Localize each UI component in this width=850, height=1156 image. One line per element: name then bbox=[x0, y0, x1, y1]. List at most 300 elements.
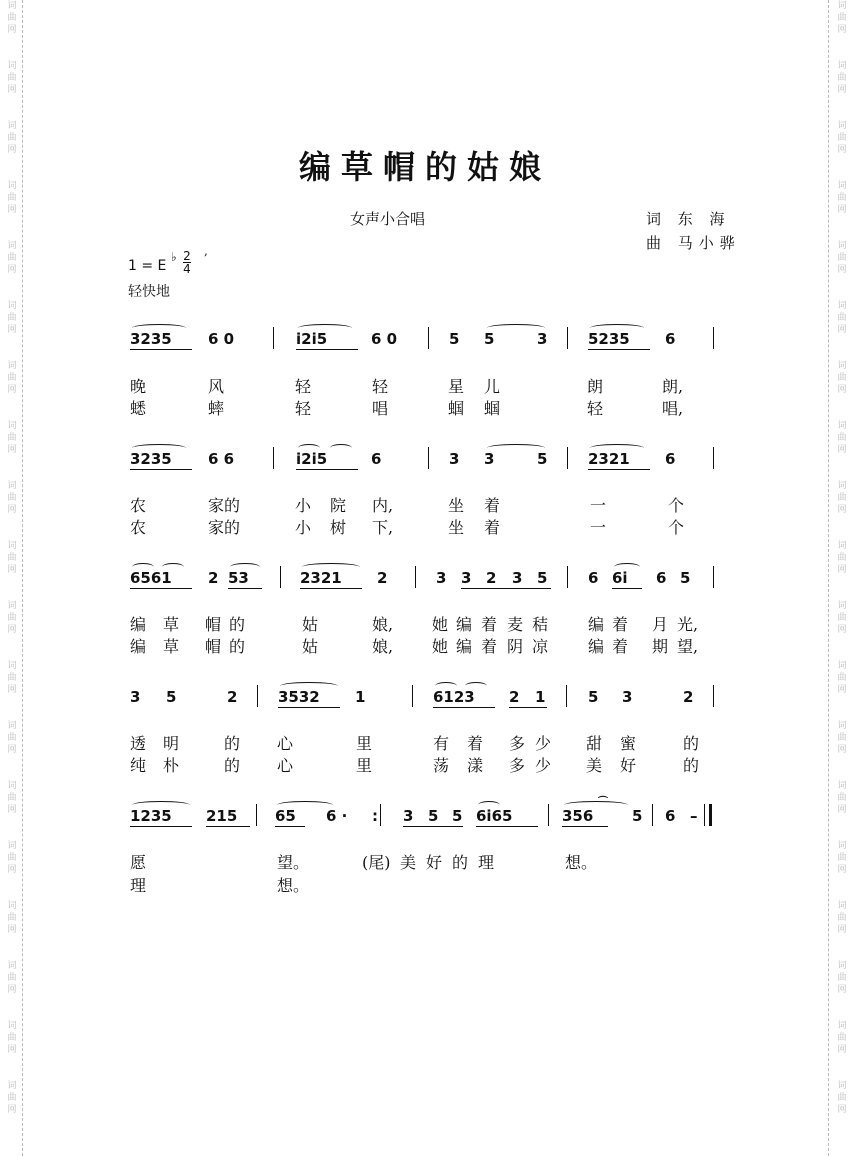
lyric-word: 姑 bbox=[302, 615, 319, 634]
note: 3 bbox=[461, 569, 472, 587]
slur bbox=[132, 444, 186, 452]
song-title: 编草帽的姑娘 bbox=[298, 148, 551, 186]
underline-beam bbox=[588, 469, 650, 470]
note: 5 bbox=[588, 688, 599, 706]
watermark-glyph: 曲 bbox=[837, 733, 847, 743]
watermark-glyph: 网 bbox=[7, 385, 17, 395]
note-group: 53 bbox=[228, 569, 249, 587]
watermark-group bbox=[832, 0, 850, 60]
staff-system-2 bbox=[0, 442, 850, 472]
barline bbox=[280, 566, 281, 588]
barline bbox=[652, 804, 653, 826]
watermark-glyph: 词 bbox=[7, 241, 17, 251]
barline bbox=[257, 685, 258, 707]
note: 3 bbox=[484, 450, 495, 468]
note: 5 bbox=[428, 807, 439, 825]
slur bbox=[435, 682, 457, 690]
lyric-line-4b bbox=[0, 753, 850, 775]
watermark-glyph: 词 bbox=[7, 181, 17, 191]
lyric-word: 麦 bbox=[507, 615, 524, 634]
lyric-word: 编 bbox=[456, 637, 473, 656]
lyric-word: 月 bbox=[652, 615, 669, 634]
note: 6 bbox=[665, 807, 676, 825]
lyric-word: 姑 bbox=[302, 637, 319, 656]
watermark-glyph: 词 bbox=[837, 901, 847, 911]
underline-beam bbox=[228, 588, 262, 589]
slur bbox=[564, 801, 628, 809]
underline-beam bbox=[130, 826, 192, 827]
watermark-glyph: 网 bbox=[7, 145, 17, 155]
barline bbox=[428, 447, 429, 469]
lyric-word: 望。 bbox=[277, 853, 310, 872]
watermark-glyph: 曲 bbox=[7, 793, 17, 803]
slur bbox=[132, 801, 190, 809]
watermark-glyph: 词 bbox=[837, 421, 847, 431]
time-signature bbox=[183, 250, 191, 275]
slur bbox=[590, 444, 644, 452]
watermark-glyph: 曲 bbox=[7, 133, 17, 143]
lyric-word: 儿 bbox=[484, 377, 501, 396]
watermark-glyph: 曲 bbox=[837, 1033, 847, 1043]
watermark-glyph: 词 bbox=[837, 661, 847, 671]
watermark-glyph: 词 bbox=[7, 1081, 17, 1091]
lyric-line-2a bbox=[0, 493, 850, 515]
note: 2 bbox=[377, 569, 388, 587]
watermark-glyph: 词 bbox=[7, 721, 17, 731]
lyric-word: 荡 bbox=[433, 756, 450, 775]
watermark-glyph: 网 bbox=[7, 865, 17, 875]
watermark-glyph: 曲 bbox=[7, 313, 17, 323]
watermark-glyph: 网 bbox=[7, 1045, 17, 1055]
final-barline bbox=[709, 804, 712, 826]
lyric-word: 树 bbox=[330, 518, 347, 537]
lyric-line-3b bbox=[0, 634, 850, 656]
watermark-glyph: 曲 bbox=[7, 373, 17, 383]
lyric-word: 理 bbox=[478, 853, 495, 872]
watermark-glyph: 网 bbox=[7, 325, 17, 335]
watermark-glyph: 曲 bbox=[7, 73, 17, 83]
lyric-word: 轻 bbox=[295, 377, 312, 396]
dash: – bbox=[690, 807, 698, 825]
lyric-line-2b bbox=[0, 515, 850, 537]
underline-beam bbox=[433, 707, 495, 708]
lyric-word: 坐 bbox=[448, 496, 465, 515]
lyric-word: 个 bbox=[668, 496, 685, 515]
note-group: 6 0 bbox=[371, 330, 398, 348]
underline-beam bbox=[278, 707, 340, 708]
watermark-glyph: 网 bbox=[837, 565, 847, 575]
watermark-glyph: 网 bbox=[7, 205, 17, 215]
note: 6 bbox=[656, 569, 667, 587]
lyricist-credit: 词 东 海 bbox=[646, 210, 731, 228]
lyric-word: 着 bbox=[467, 734, 484, 753]
note: 5 bbox=[452, 807, 463, 825]
watermark-glyph: 曲 bbox=[7, 433, 17, 443]
watermark-glyph: 词 bbox=[7, 481, 17, 491]
underline-beam bbox=[130, 469, 192, 470]
lyric-word: 少 bbox=[535, 734, 552, 753]
watermark-glyph: 词 bbox=[7, 61, 17, 71]
watermark-glyph: 曲 bbox=[837, 373, 847, 383]
note-group: 3235 bbox=[130, 330, 172, 348]
lyric-word: 透 bbox=[130, 734, 147, 753]
watermark-glyph: 网 bbox=[7, 985, 17, 995]
watermark-glyph: 曲 bbox=[7, 1033, 17, 1043]
time-signature-top: 2 bbox=[183, 249, 191, 263]
watermark-glyph: 词 bbox=[7, 961, 17, 971]
lyric-word: 的 bbox=[224, 756, 241, 775]
lyric-word: 下, bbox=[372, 518, 394, 537]
lyric-line-1b bbox=[0, 396, 850, 418]
note: 6 bbox=[665, 450, 676, 468]
slur bbox=[465, 682, 487, 690]
lyric-word: 农 bbox=[130, 518, 147, 537]
underline-beam bbox=[509, 707, 547, 708]
lyric-word: 阴 bbox=[507, 637, 524, 656]
watermark-glyph: 词 bbox=[837, 541, 847, 551]
note: 2 bbox=[683, 688, 694, 706]
watermark-glyph: 词 bbox=[7, 661, 17, 671]
barline bbox=[273, 447, 274, 469]
note: 6 bbox=[371, 450, 382, 468]
barline bbox=[704, 804, 705, 826]
watermark-glyph: 曲 bbox=[7, 673, 17, 683]
lyric-word: 好 bbox=[426, 853, 443, 872]
note: 5 bbox=[537, 569, 548, 587]
lyric-word: 期 bbox=[652, 637, 669, 656]
watermark-glyph: 词 bbox=[7, 421, 17, 431]
watermark-glyph: 网 bbox=[7, 805, 17, 815]
lyric-word: 编 bbox=[130, 615, 147, 634]
watermark-glyph: 曲 bbox=[837, 73, 847, 83]
watermark-glyph: 词 bbox=[837, 601, 847, 611]
watermark-glyph: 网 bbox=[7, 505, 17, 515]
lyric-word: 心 bbox=[277, 756, 294, 775]
watermark-glyph: 网 bbox=[837, 985, 847, 995]
lyric-word: 一 bbox=[590, 496, 607, 515]
watermark-glyph: 网 bbox=[837, 325, 847, 335]
lyric-word: 望, bbox=[677, 637, 699, 656]
watermark-glyph: 词 bbox=[837, 841, 847, 851]
note: 3 bbox=[436, 569, 447, 587]
note: 3 bbox=[449, 450, 460, 468]
watermark-glyph: 曲 bbox=[837, 493, 847, 503]
watermark-glyph: 曲 bbox=[837, 553, 847, 563]
key-signature: 1 = E bbox=[128, 258, 167, 274]
watermark-glyph: 词 bbox=[837, 241, 847, 251]
lyric-word: 美 bbox=[586, 756, 603, 775]
note: 6 bbox=[665, 330, 676, 348]
lyric-word: 着 bbox=[484, 496, 501, 515]
barline bbox=[273, 327, 274, 349]
barline bbox=[567, 447, 568, 469]
watermark-group bbox=[2, 900, 22, 960]
watermark-glyph: 词 bbox=[837, 1021, 847, 1031]
watermark-glyph: 网 bbox=[837, 505, 847, 515]
lyric-word: 想。 bbox=[565, 853, 598, 872]
lyric-word: 着 bbox=[612, 615, 629, 634]
lyric-word: 朴 bbox=[163, 756, 180, 775]
lyric-word: 家的 bbox=[208, 518, 241, 537]
note: 5 bbox=[680, 569, 691, 587]
watermark-glyph: 词 bbox=[837, 481, 847, 491]
slur bbox=[132, 563, 154, 571]
watermark-glyph: 网 bbox=[837, 445, 847, 455]
watermark-glyph: 词 bbox=[837, 121, 847, 131]
lyric-word: 朗 bbox=[587, 377, 604, 396]
underline-beam bbox=[461, 588, 551, 589]
watermark-glyph: 网 bbox=[7, 565, 17, 575]
repeat-dots: : bbox=[372, 807, 376, 825]
note-group: 65 bbox=[275, 807, 296, 825]
lyric-word: 秸 bbox=[532, 615, 549, 634]
slur bbox=[162, 563, 184, 571]
watermark-glyph: 词 bbox=[837, 181, 847, 191]
lyric-word: (尾) bbox=[362, 853, 391, 872]
note-group: 2321 bbox=[588, 450, 630, 468]
watermark-group bbox=[832, 1020, 850, 1080]
watermark-glyph: 网 bbox=[837, 265, 847, 275]
lyric-word: 个 bbox=[668, 518, 685, 537]
lyric-word: 有 bbox=[433, 734, 450, 753]
lyric-word: 着 bbox=[484, 518, 501, 537]
lyric-word: 明 bbox=[163, 734, 180, 753]
watermark-glyph: 曲 bbox=[7, 553, 17, 563]
composer-credit: 曲 马小骅 bbox=[646, 234, 741, 252]
watermark-glyph: 网 bbox=[837, 805, 847, 815]
note-group: 6 6 bbox=[208, 450, 235, 468]
watermark-glyph: 曲 bbox=[837, 913, 847, 923]
lyric-line-5b bbox=[0, 873, 850, 895]
watermark-group bbox=[832, 60, 850, 120]
watermark-glyph: 词 bbox=[7, 361, 17, 371]
watermark-glyph: 词 bbox=[7, 1021, 17, 1031]
note: 5 bbox=[449, 330, 460, 348]
note-group: 6561 bbox=[130, 569, 172, 587]
lyric-word: 少 bbox=[535, 756, 552, 775]
slur bbox=[298, 324, 352, 332]
watermark-glyph: 网 bbox=[837, 145, 847, 155]
lyric-word: 坐 bbox=[448, 518, 465, 537]
watermark-glyph: 网 bbox=[837, 25, 847, 35]
watermark-glyph: 曲 bbox=[837, 13, 847, 23]
lyric-word: 蜜 bbox=[620, 734, 637, 753]
watermark-group bbox=[2, 240, 22, 300]
note: 3 bbox=[403, 807, 414, 825]
watermark-glyph: 词 bbox=[7, 601, 17, 611]
slur bbox=[487, 324, 545, 332]
note-group: 6i bbox=[612, 569, 628, 587]
lyric-word: 的 bbox=[229, 615, 246, 634]
watermark-group bbox=[2, 960, 22, 1020]
barline bbox=[713, 685, 714, 707]
lyric-word: 想。 bbox=[277, 876, 310, 895]
watermark-glyph: 词 bbox=[837, 961, 847, 971]
note-group: i2i5 bbox=[296, 450, 328, 468]
underline-beam bbox=[612, 588, 642, 589]
lyric-word: 光, bbox=[677, 615, 699, 634]
watermark-glyph: 词 bbox=[837, 1081, 847, 1091]
watermark-glyph: 曲 bbox=[837, 673, 847, 683]
note: 1 bbox=[535, 688, 546, 706]
lyric-word: 着 bbox=[481, 637, 498, 656]
watermark-glyph: 曲 bbox=[7, 613, 17, 623]
flat-sign: ♭ bbox=[171, 250, 177, 264]
note: 2 bbox=[486, 569, 497, 587]
lyric-word: 心 bbox=[277, 734, 294, 753]
lyric-word: 里 bbox=[356, 756, 373, 775]
lyric-line-1a bbox=[0, 374, 850, 396]
lyric-word: 的 bbox=[683, 734, 700, 753]
lyric-word: 编 bbox=[588, 637, 605, 656]
underline-beam bbox=[130, 349, 192, 350]
lyric-word: 娘, bbox=[372, 615, 394, 634]
note-group: 6123 bbox=[433, 688, 475, 706]
breath-mark: , bbox=[204, 244, 208, 258]
watermark-group bbox=[2, 0, 22, 60]
barline bbox=[713, 447, 714, 469]
note-group: i2i5 bbox=[296, 330, 328, 348]
note-group: 6i65 bbox=[476, 807, 513, 825]
lyric-word: 朗, bbox=[662, 377, 684, 396]
watermark-glyph: 曲 bbox=[837, 193, 847, 203]
note: 5 bbox=[632, 807, 643, 825]
watermark-glyph: 词 bbox=[7, 121, 17, 131]
watermark-glyph: 曲 bbox=[7, 253, 17, 263]
tempo-marking: 轻快地 bbox=[128, 284, 170, 300]
watermark-glyph: 曲 bbox=[837, 1093, 847, 1103]
lyric-word: 的 bbox=[224, 734, 241, 753]
barline bbox=[428, 327, 429, 349]
underline-beam bbox=[300, 588, 362, 589]
lyric-word: 小 bbox=[295, 518, 312, 537]
watermark-group bbox=[832, 900, 850, 960]
watermark-glyph: 曲 bbox=[7, 13, 17, 23]
watermark-group bbox=[2, 1020, 22, 1080]
watermark-glyph: 曲 bbox=[837, 613, 847, 623]
barline bbox=[566, 685, 567, 707]
watermark-group bbox=[2, 60, 22, 120]
note-group: 3235 bbox=[130, 450, 172, 468]
performance-type: 女声小合唱 bbox=[350, 210, 426, 228]
watermark-glyph: 网 bbox=[837, 385, 847, 395]
note-group: 5235 bbox=[588, 330, 630, 348]
lyric-word: 甜 bbox=[586, 734, 603, 753]
watermark-glyph: 网 bbox=[837, 205, 847, 215]
lyric-word: 她 bbox=[432, 615, 449, 634]
lyric-word: 蟀 bbox=[208, 399, 225, 418]
watermark-glyph: 词 bbox=[837, 61, 847, 71]
watermark-glyph: 词 bbox=[837, 1, 847, 11]
lyric-word: 晚 bbox=[130, 377, 147, 396]
watermark-glyph: 词 bbox=[7, 301, 17, 311]
lyric-word: 蝈 bbox=[484, 399, 501, 418]
lyric-word: 多 bbox=[509, 734, 526, 753]
lyric-word: 家的 bbox=[208, 496, 241, 515]
barline bbox=[412, 685, 413, 707]
lyric-line-3a bbox=[0, 612, 850, 634]
lyric-word: 漾 bbox=[467, 756, 484, 775]
watermark-glyph: 词 bbox=[837, 301, 847, 311]
fermata-icon: ⌒ bbox=[598, 797, 608, 808]
watermark-glyph: 网 bbox=[7, 1105, 17, 1115]
lyric-word: 星 bbox=[448, 377, 465, 396]
lyric-word: 帽 bbox=[205, 637, 222, 656]
lyric-word: 内, bbox=[372, 496, 394, 515]
slur bbox=[230, 563, 260, 571]
lyric-word: 纯 bbox=[130, 756, 147, 775]
watermark-glyph: 网 bbox=[7, 925, 17, 935]
watermark-glyph: 网 bbox=[837, 1045, 847, 1055]
slur bbox=[298, 444, 320, 452]
lyric-word: 轻 bbox=[295, 399, 312, 418]
underline-beam bbox=[296, 349, 358, 350]
watermark-glyph: 曲 bbox=[7, 493, 17, 503]
underline-beam bbox=[562, 826, 608, 827]
watermark-group bbox=[832, 180, 850, 240]
lyric-word: 草 bbox=[163, 615, 180, 634]
watermark-glyph: 网 bbox=[7, 85, 17, 95]
underline-beam bbox=[296, 469, 358, 470]
lyric-word: 风 bbox=[208, 377, 225, 396]
lyric-word: 唱 bbox=[372, 399, 389, 418]
lyric-word: 美 bbox=[400, 853, 417, 872]
note: 3 bbox=[537, 330, 548, 348]
note-group: 2321 bbox=[300, 569, 342, 587]
watermark-glyph: 曲 bbox=[837, 313, 847, 323]
watermark-glyph: 词 bbox=[837, 361, 847, 371]
barline bbox=[567, 327, 568, 349]
lyric-word: 理 bbox=[130, 876, 147, 895]
lyric-word: 的 bbox=[229, 637, 246, 656]
watermark-glyph: 曲 bbox=[837, 853, 847, 863]
watermark-glyph: 词 bbox=[7, 1, 17, 11]
staff-system-3 bbox=[0, 561, 850, 591]
lyric-word: 编 bbox=[588, 615, 605, 634]
note: 3 bbox=[622, 688, 633, 706]
watermark-glyph: 网 bbox=[7, 445, 17, 455]
watermark-glyph: 词 bbox=[837, 781, 847, 791]
lyric-word: 里 bbox=[356, 734, 373, 753]
barline bbox=[548, 804, 549, 826]
watermark-glyph: 曲 bbox=[7, 733, 17, 743]
slur bbox=[302, 563, 360, 571]
slur bbox=[330, 444, 352, 452]
note: 5 bbox=[484, 330, 495, 348]
watermark-glyph: 网 bbox=[837, 625, 847, 635]
watermark-glyph: 曲 bbox=[7, 973, 17, 983]
lyric-line-5a bbox=[0, 850, 850, 872]
watermark-glyph: 网 bbox=[837, 745, 847, 755]
barline bbox=[713, 327, 714, 349]
lyric-word: 轻 bbox=[372, 377, 389, 396]
slur bbox=[132, 324, 186, 332]
slur bbox=[590, 324, 644, 332]
barline bbox=[256, 804, 257, 826]
note-group: 215 bbox=[206, 807, 238, 825]
watermark-glyph: 曲 bbox=[837, 433, 847, 443]
repeat-barline bbox=[380, 804, 384, 826]
lyric-word: 编 bbox=[130, 637, 147, 656]
lyric-word: 的 bbox=[683, 756, 700, 775]
lyric-word: 编 bbox=[456, 615, 473, 634]
watermark-glyph: 网 bbox=[837, 85, 847, 95]
lyric-word: 她 bbox=[432, 637, 449, 656]
watermark-glyph: 网 bbox=[837, 1105, 847, 1115]
lyric-word: 愿 bbox=[130, 853, 147, 872]
lyric-word: 轻 bbox=[587, 399, 604, 418]
underline-beam bbox=[476, 826, 538, 827]
